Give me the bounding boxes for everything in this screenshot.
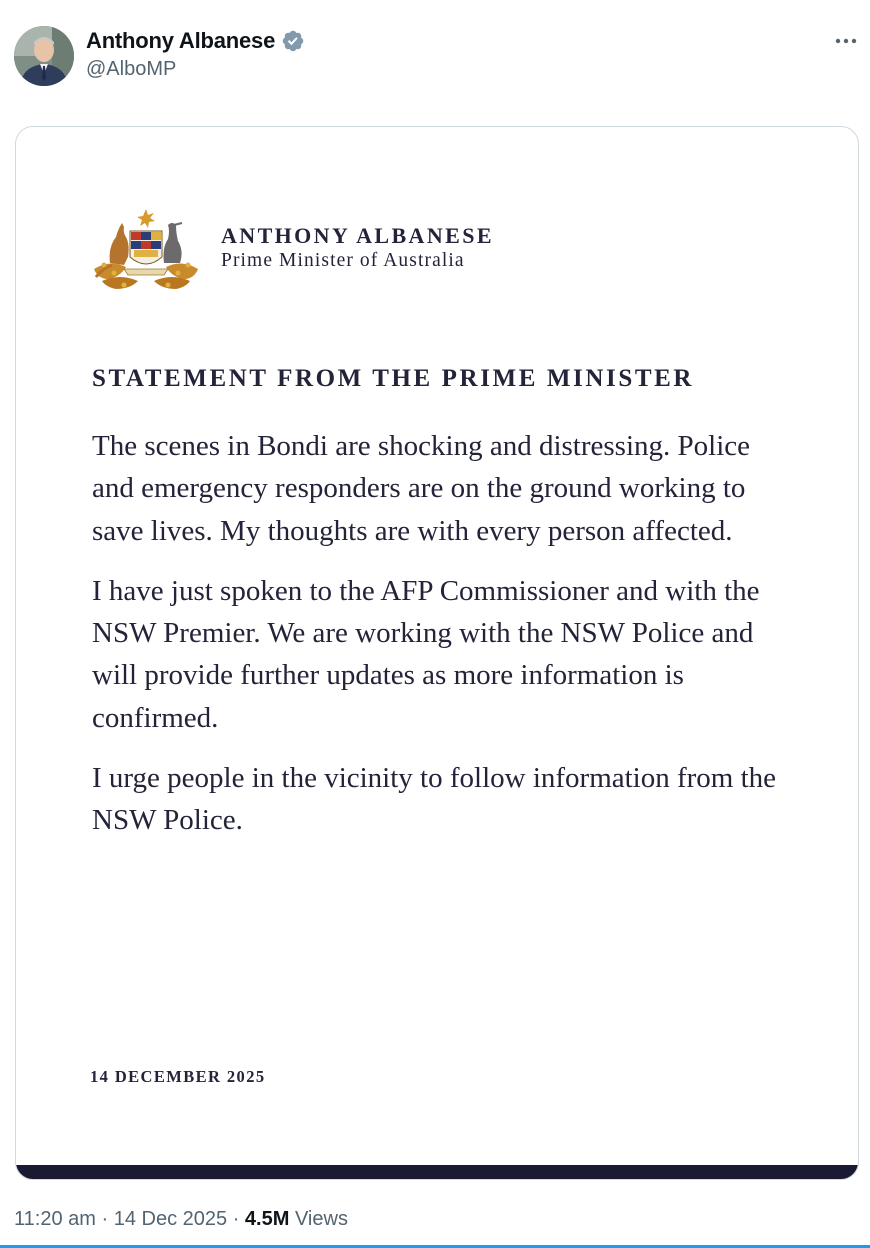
meta-separator: · (101, 1208, 109, 1230)
post-meta (14, 1208, 348, 1231)
statement-paragraph: I urge people in the vicinity to follow information from the NSW Police. (92, 762, 777, 837)
media-bottom-bar (16, 1165, 858, 1179)
author-avatar[interactable] (14, 26, 74, 86)
statement-date: 14 DECEMBER 2025 (90, 1067, 266, 1086)
more-options-icon (834, 37, 858, 45)
author-handle[interactable]: @AlboMP (86, 58, 177, 80)
avatar-photo-icon (14, 26, 74, 86)
statement-body (92, 425, 792, 860)
author-display-name[interactable]: Anthony Albanese (86, 28, 276, 53)
more-options-button[interactable] (833, 28, 859, 54)
post-time[interactable]: 11:20 am (14, 1208, 96, 1230)
meta-separator: · (232, 1208, 240, 1230)
statement-heading: STATEMENT FROM THE PRIME MINISTER (92, 365, 695, 392)
post-media-image[interactable] (15, 126, 859, 1180)
coat-of-arms-icon (90, 207, 202, 295)
post-date[interactable]: 14 Dec 2025 (113, 1208, 228, 1230)
views-label: Views (294, 1208, 348, 1230)
verified-badge-icon[interactable] (281, 29, 305, 53)
letterhead (221, 223, 494, 273)
statement-paragraph: The scenes in Bondi are shocking and distressing. Police and emergency responders are on the ground working to save lives. My thoughts are with every person affected. (92, 430, 751, 547)
letterhead-title: Prime Minister of Australia (221, 250, 465, 271)
letterhead-name: ANTHONY ALBANESE (221, 223, 494, 248)
views-count: 4.5M (244, 1208, 290, 1230)
statement-paragraph: I have just spoken to the AFP Commissioner and with the NSW Premier. We are working with the NSW Police and will provide further updates as more information is confirmed. (92, 574, 760, 734)
post-header (14, 24, 859, 88)
name-row (86, 26, 305, 56)
